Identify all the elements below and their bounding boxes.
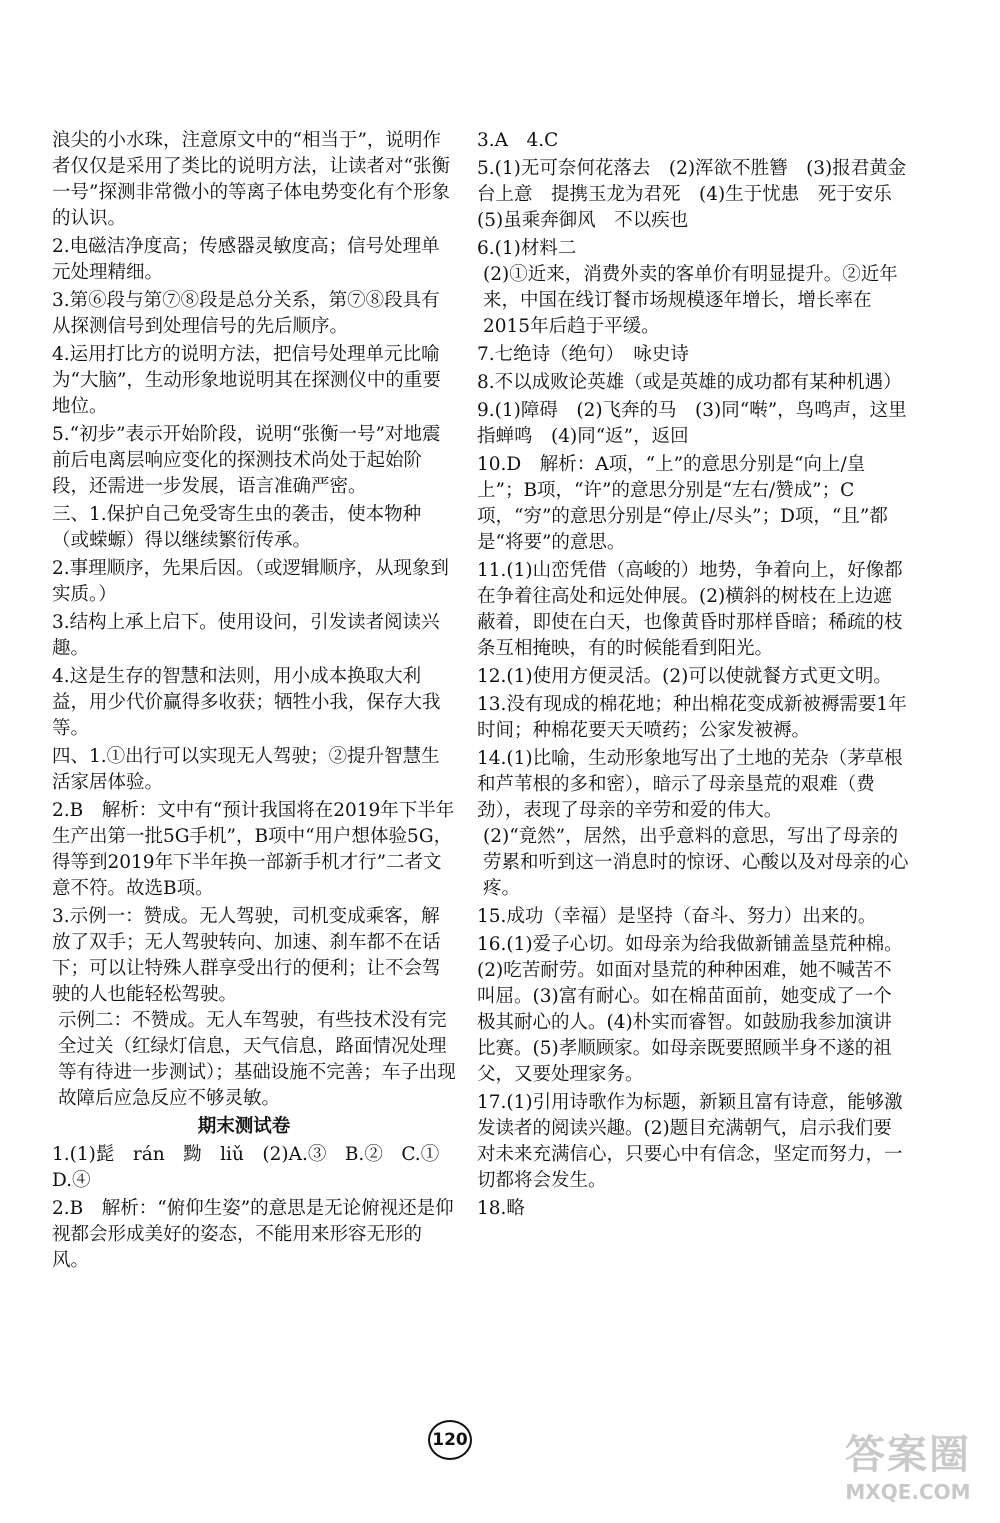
answer-line: 17.(1)引用诗歌作为标题，新颖且富有诗意，能够激发读者的阅读兴趣。(2)题目充满朝气，启示我们要对未来充满信心，只要心中有信念，坚定而努力，一切都将会发生。 bbox=[477, 1092, 903, 1191]
answer-line: 6.(1)材料二 bbox=[477, 238, 577, 259]
answer-item bbox=[455, 692, 910, 744]
answer-line: 16.(1)爱子心切。如母亲为给我做新铺盖垦荒种棉。(2)吃苦耐劳。如面对垦荒的种种困难，她不喊苦不叫屈。(3)富有耐心。如在棉苗面前，她变成了一个极其耐心的人。(4)朴实而睿智。如鼓励我参加演讲比赛。(5)孝顺顾家。如母亲既要照顾半身不遂的祖父，又要处理家务。 bbox=[477, 934, 903, 1085]
answer-item bbox=[455, 932, 910, 1088]
answer-line: 3.第⑥段与第⑦⑧段是总分关系，第⑦⑧段具有从探测信号到处理信号的先后顺序。 bbox=[52, 290, 440, 337]
answer-line: 15.成功（幸福）是坚持（奋斗、努力）出来的。 bbox=[477, 906, 877, 927]
answer-line: 1.(1)髭 rán 黝 liǔ (2)A.③ B.② C.① D.④ bbox=[52, 1144, 458, 1191]
answer-item bbox=[455, 370, 910, 396]
answer-line: 18.略 bbox=[477, 1198, 525, 1219]
answer-item bbox=[30, 1196, 458, 1274]
answer-item bbox=[455, 452, 910, 556]
answer-item bbox=[30, 288, 458, 340]
answer-line: 7.七绝诗（绝句） 咏史诗 bbox=[477, 344, 689, 365]
answer-line: 12.(1)使用方便灵活。(2)可以使就餐方式更文明。 bbox=[477, 666, 892, 687]
answer-item bbox=[30, 502, 458, 554]
answer-line: 2.B 解析：文中有“预计我国将在2019年下半年生产出第一批5G手机”，B项中“用户想体验5G，得等到2019年下半年换一部新手机才行”二者文意不符。故选B项。 bbox=[52, 800, 455, 899]
left-column bbox=[30, 128, 458, 1276]
answer-item bbox=[30, 798, 458, 902]
right-column bbox=[455, 128, 910, 1224]
answer-line: 3.A 4.C bbox=[477, 130, 559, 151]
answer-item bbox=[455, 1090, 910, 1194]
answer-item bbox=[455, 746, 910, 902]
answer-line: 2.电磁洁净度高；传感器灵敏度高；信号处理单元处理精细。 bbox=[52, 236, 440, 283]
answer-item bbox=[30, 1142, 458, 1194]
answer-item bbox=[30, 610, 458, 662]
section-title: 期末测试卷 bbox=[197, 1116, 291, 1137]
answer-item bbox=[455, 342, 910, 368]
answer-item bbox=[455, 664, 910, 690]
answer-line: 四、1.①出行可以实现无人驾驶；②提升智慧生活家居体验。 bbox=[52, 746, 440, 793]
answer-line: 5.“初步”表示开始阶段，说明“张衡一号”对地震前后电离层响应变化的探测技术尚处于起始阶段，还需进一步发展，语言准确严密。 bbox=[52, 424, 441, 497]
answer-line: 3.结构上承上启下。使用设问，引发读者阅读兴趣。 bbox=[52, 612, 440, 659]
answer-item bbox=[30, 342, 458, 420]
answer-item bbox=[30, 422, 458, 500]
page-number-badge bbox=[425, 1418, 475, 1462]
watermark bbox=[828, 1423, 988, 1513]
answer-item bbox=[30, 664, 458, 742]
watermark-text: 答案圈 bbox=[845, 1432, 971, 1478]
answer-item bbox=[455, 1196, 910, 1222]
answer-line: (2)“竟然”，居然，出乎意料的意思，写出了母亲的劳累和听到这一消息时的惊讶、心酸以及对母亲的心疼。 bbox=[483, 826, 909, 899]
answer-line: 9.(1)障碍 (2)飞奔的马 (3)同“啭”，鸟鸣声，这里指蝉鸣 (4)同“返”，返回 bbox=[477, 400, 907, 447]
watermark-url: MXQE.COM bbox=[845, 1480, 971, 1504]
answer-line: 4.这是生存的智慧和法则，用小成本换取大利益，用少代价赢得多收获；牺牲小我，保存大我等。 bbox=[52, 666, 441, 739]
answer-line: 13.没有现成的棉花地；种出棉花变成新被褥需要1年时间；种棉花要天天喷药；公家发被褥。 bbox=[477, 694, 907, 741]
answer-line: (2)①近来，消费外卖的客单价有明显提升。②近年来，中国在线订餐市场规模逐年增长，增长率在2015年后趋于平缓。 bbox=[483, 264, 898, 337]
answer-line: 2.事理顺序，先果后因。（或逻辑顺序，从现象到实质。） bbox=[52, 558, 449, 605]
answer-item bbox=[455, 904, 910, 930]
answer-line: 2.B 解析：“俯仰生姿”的意思是无论俯视还是仰视都会形成美好的姿态，不能用来形容无形的风。 bbox=[52, 1198, 454, 1271]
answer-line: 3.示例一：赞成。无人驾驶，司机变成乘客，解放了双手；无人驾驶转向、加速、刹车都不在话下；可以让特殊人群享受出行的便利；让不会驾驶的人也能轻松驾驶。 bbox=[52, 906, 441, 1005]
answer-item bbox=[455, 128, 910, 154]
answer-line: 5.(1)无可奈何花落去 (2)浑欲不胜簪 (3)报君黄金台上意 提携玉龙为君死 (4)生于忧患 死于安乐 (5)虽乘奔御风 不以疾也 bbox=[477, 158, 911, 231]
answer-item bbox=[30, 744, 458, 796]
answer-line: 11.(1)山峦凭借（高峻的）地势，争着向上，好像都在争着往高处和远处伸展。(2)横斜的树枝在上边遮蔽着，即使在白天，也像黄昏时那样昏暗；稀疏的枝条互相掩映，有的时候能看到阳光。 bbox=[477, 560, 903, 659]
answer-item bbox=[455, 398, 910, 450]
answer-line: 14.(1)比喻，生动形象地写出了土地的芜杂（茅草根和芦苇根的多和密），暗示了母亲垦荒的艰难（费劲），表现了母亲的辛劳和爱的伟大。 bbox=[477, 748, 903, 821]
answer-line: 示例二：不赞成。无人车驾驶，有些技术没有完全过关（红绿灯信息，天气信息，路面情况处理等有待进一步测试）；基础设施不完善；车子出现故障后应急反应不够灵敏。 bbox=[58, 1010, 456, 1109]
answer-item bbox=[30, 234, 458, 286]
answer-item bbox=[455, 558, 910, 662]
answer-line: 8.不以成败论英雄（或是英雄的成功都有某种机遇） bbox=[477, 372, 902, 393]
answer-line: 三、1.保护自己免受寄生虫的袭击，使本物种（或蝾螈）得以继续繁衍传承。 bbox=[52, 504, 422, 551]
answer-line: 浪尖的小水珠，注意原文中的“相当于”，说明作者仅仅是采用了类比的说明方法，让读者对“张衡一号”探测非常微小的等离子体电势变化有个形象的认识。 bbox=[52, 130, 450, 229]
answer-item bbox=[30, 556, 458, 608]
answer-item bbox=[455, 236, 910, 340]
answer-line: 10.D 解析：A项，“上”的意思分别是“向上/皇上”；B项，“许”的意思分别是“左右/赞成”；C项，“穷”的意思分别是“停止/尽头”；D项，“且”都是“将要”的意思。 bbox=[477, 454, 888, 553]
answer-item bbox=[455, 156, 910, 234]
answer-item bbox=[30, 904, 458, 1112]
page-number: 120 bbox=[428, 1420, 472, 1460]
answer-line: 4.运用打比方的说明方法，把信号处理单元比喻为“大脑”，生动形象地说明其在探测仪中的重要地位。 bbox=[52, 344, 441, 417]
answer-item bbox=[30, 128, 458, 232]
